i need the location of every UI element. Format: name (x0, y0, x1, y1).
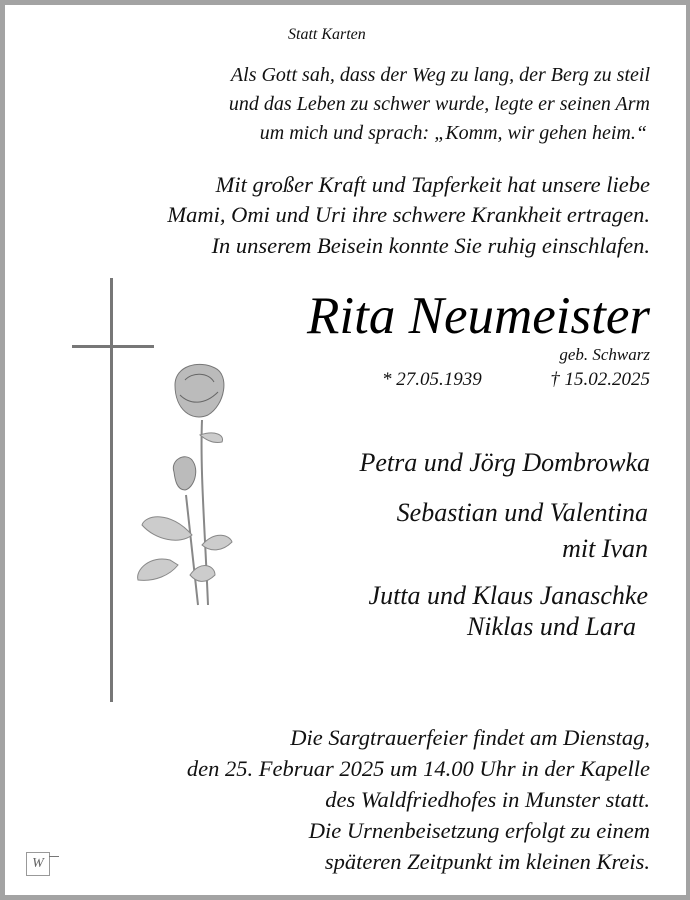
publisher-logo: W (26, 852, 50, 876)
ceremony-line: Die Urnenbeisetzung erfolgt zu einem (308, 818, 650, 843)
mourner-line: Jutta und Klaus Janaschke (368, 581, 648, 610)
poem-line: um mich und sprach: „Komm, wir gehen heim.“ (259, 122, 647, 144)
rose-illustration (130, 360, 240, 610)
intro-line: In unserem Beisein konnte Sie ruhig einschlafen. (211, 233, 650, 258)
ceremony-line: des Waldfriedhofes in Munster statt. (325, 787, 650, 812)
death-date: † 15.02.2025 (550, 369, 650, 390)
deceased-name: Rita Neumeister (307, 287, 650, 345)
cross-icon-bar (72, 345, 154, 348)
mourner-line: Petra und Jörg Dombrowka (359, 448, 650, 477)
mourner-line: Sebastian und Valentina (396, 498, 648, 527)
intro-line: Mami, Omi und Uri ihre schwere Krankheit ertragen. (167, 202, 650, 227)
maiden-name: geb. Schwarz (559, 345, 650, 364)
birth-date: * 27.05.1939 (382, 369, 482, 390)
ceremony-line: den 25. Februar 2025 um 14.00 Uhr in der Kapelle (186, 756, 650, 781)
mourner-line: mit Ivan (562, 534, 648, 563)
mourner-line: Niklas und Lara (466, 612, 636, 641)
ceremony-line: späteren Zeitpunkt im kleinen Kreis. (324, 849, 650, 874)
intro-line: Mit großer Kraft und Tapferkeit hat unsere liebe (215, 172, 650, 197)
cross-icon (110, 278, 113, 702)
poem-line: Als Gott sah, dass der Weg zu lang, der Berg zu steil (230, 64, 650, 86)
ceremony-line: Die Sargtrauerfeier findet am Dienstag, (290, 725, 650, 750)
poem-line: und das Leben zu schwer wurde, legte er seinen Arm (228, 93, 650, 115)
statt-karten-heading: Statt Karten (288, 26, 366, 43)
